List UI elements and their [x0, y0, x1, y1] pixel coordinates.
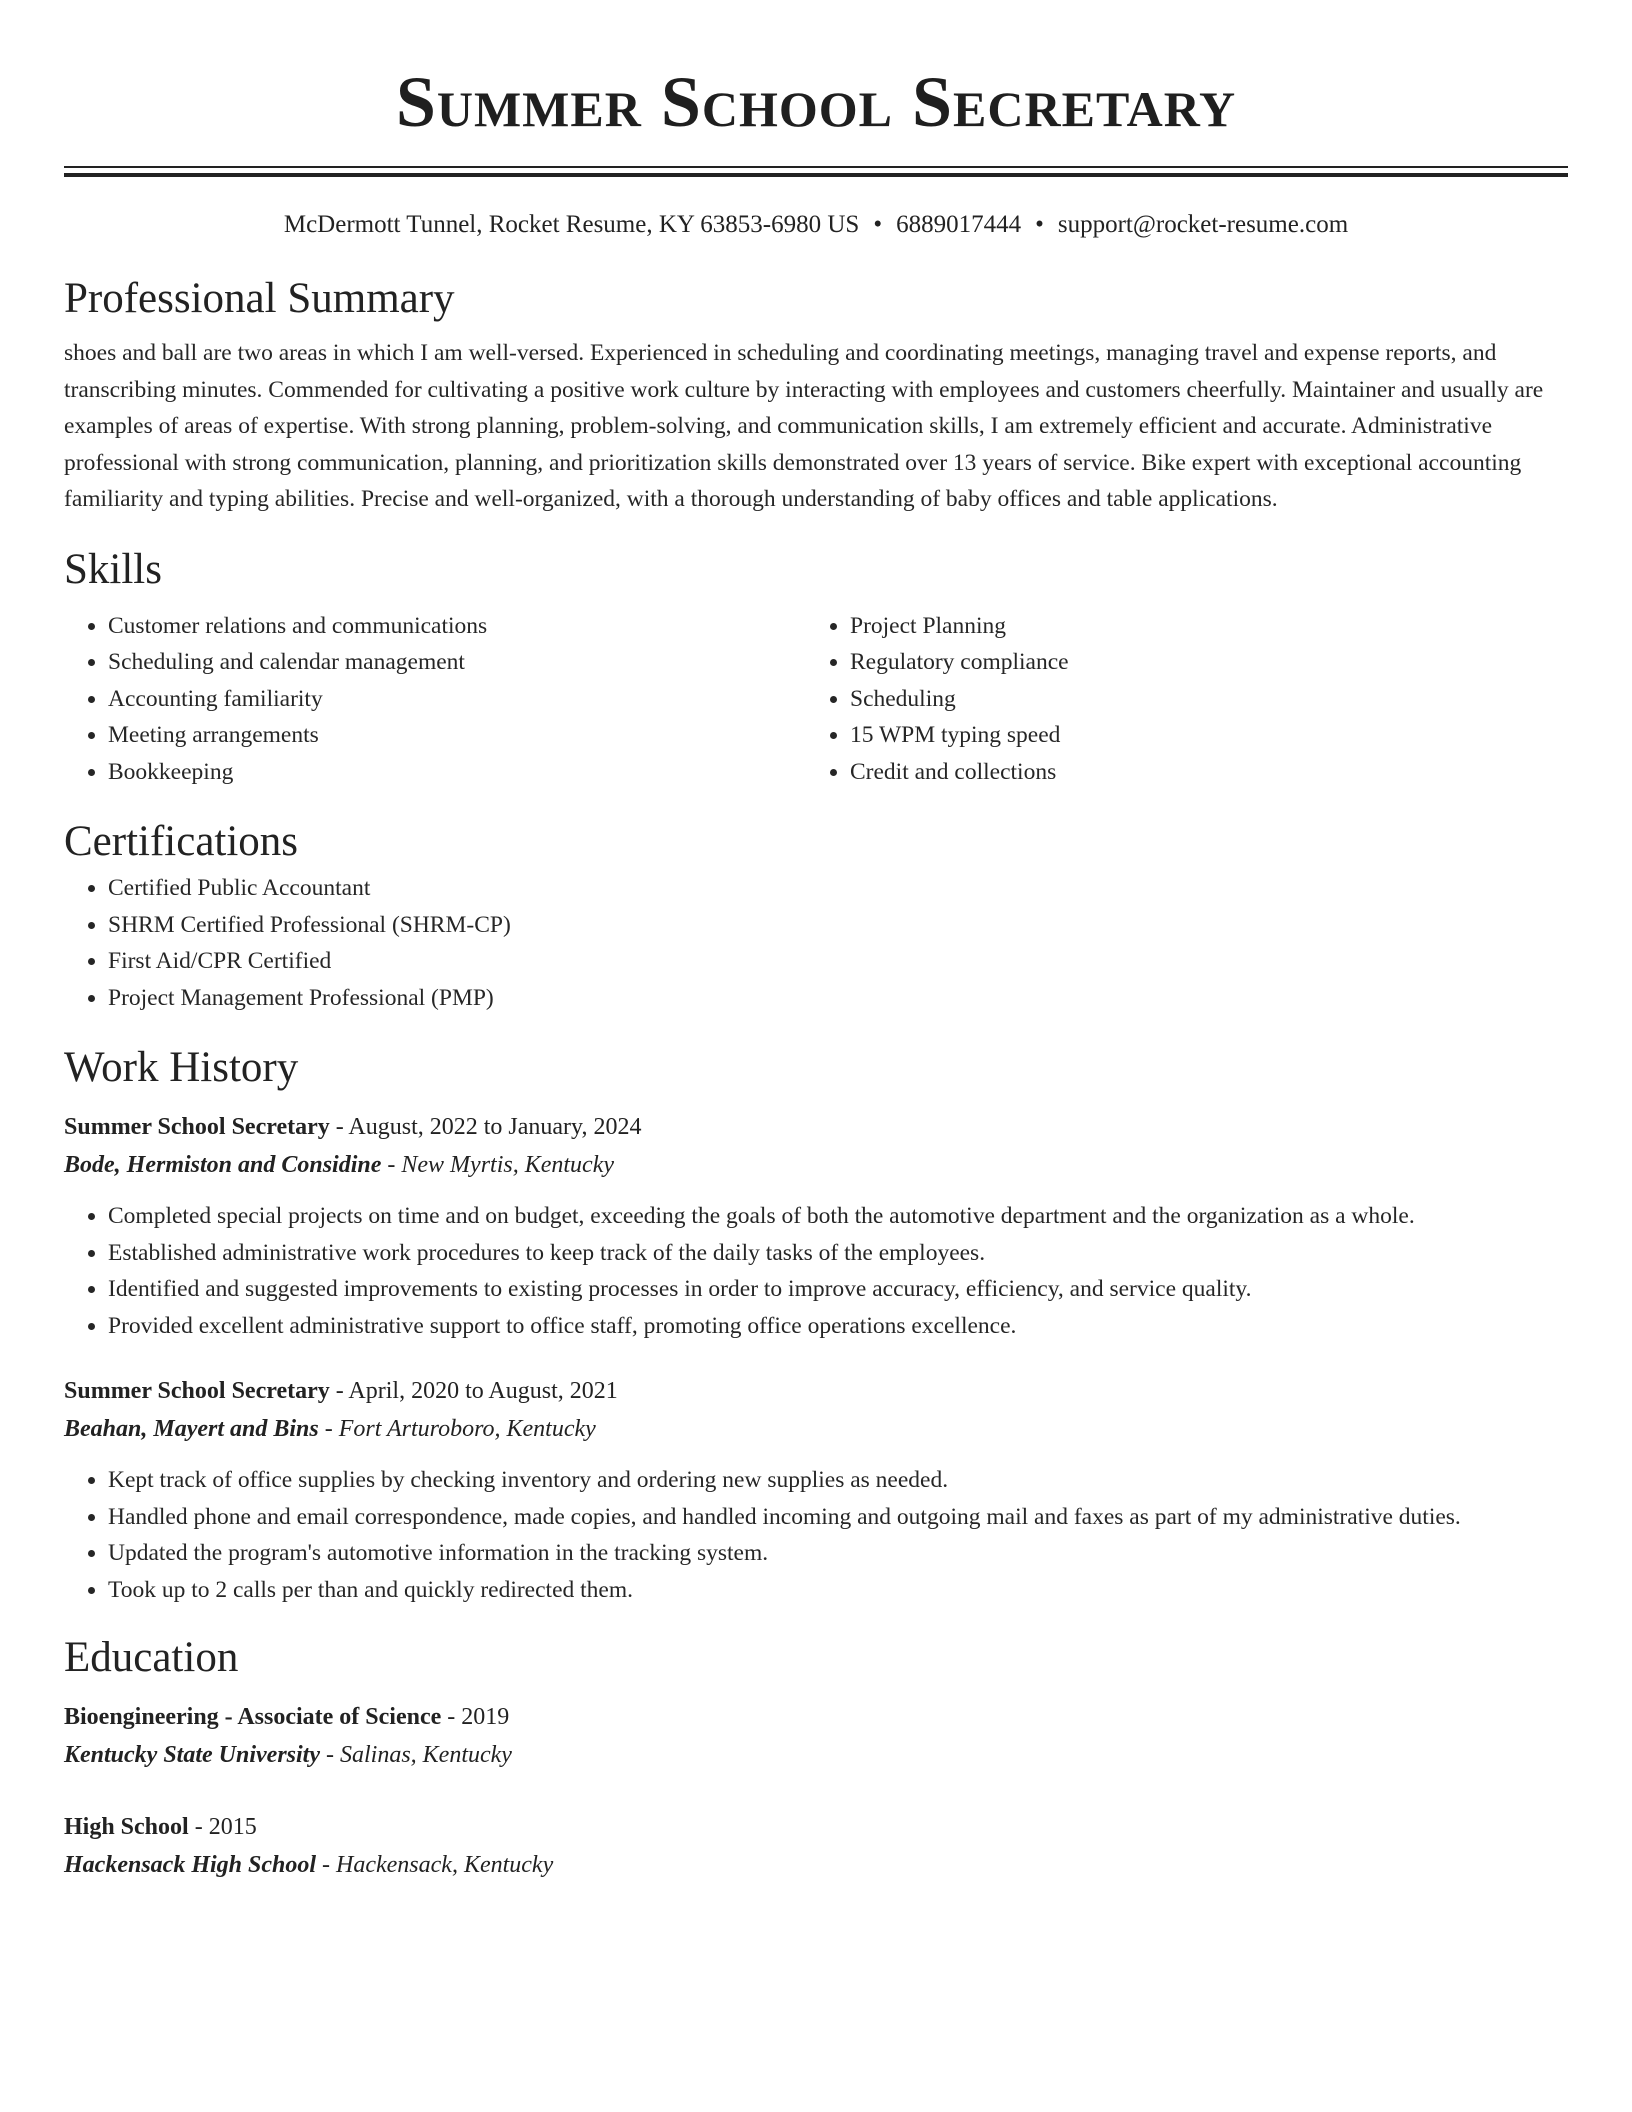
job-entry: [64, 1372, 1568, 1608]
job-bullet: • Took up to 2 calls per than and quickly redirected them.: [108, 1572, 1568, 1609]
job-title: Summer School Secretary: [64, 1378, 330, 1404]
contact-line: [64, 207, 1568, 243]
contact-email[interactable]: support@rocket-resume.com: [1057, 211, 1349, 238]
job-bullets: [64, 1462, 1568, 1608]
skills-list-right: [806, 608, 1069, 791]
job-company: Bode, Hermiston and Considine: [64, 1152, 382, 1178]
skill-item: • Credit and collections: [850, 754, 1069, 791]
job-title-line: [64, 1372, 1568, 1410]
certifications-list: [64, 870, 1568, 1016]
education-degree-line: [64, 1808, 1568, 1846]
job-location: - New Myrtis, Kentucky: [381, 1152, 614, 1178]
education-school: Hackensack High School: [64, 1852, 317, 1878]
education-school-line: [64, 1736, 1568, 1774]
education-entry: [64, 1698, 1568, 1774]
contact-phone[interactable]: 6889017444: [896, 211, 1022, 238]
contact-separator: •: [1035, 211, 1044, 238]
education-degree: High School: [64, 1814, 189, 1840]
section-heading-work-history: Work History: [64, 1044, 299, 1091]
job-bullet: • Updated the program's automotive information in the tracking system.: [108, 1535, 1568, 1572]
education-degree-line: [64, 1698, 1568, 1736]
skill-item: • Customer relations and communications: [108, 608, 806, 645]
job-title: Summer School Secretary: [64, 1114, 330, 1140]
education-entry: [64, 1808, 1568, 1884]
certification-item: • Certified Public Accountant: [108, 870, 1568, 907]
skill-item: • Regulatory compliance: [850, 644, 1069, 681]
job-bullet: • Completed special projects on time and on budget, exceeding the goals of both the automotive department and the organization as a whole.: [108, 1198, 1568, 1235]
job-location: - Fort Arturoboro, Kentucky: [318, 1416, 596, 1442]
skill-item: • Scheduling and calendar management: [108, 644, 806, 681]
job-bullet: • Handled phone and email correspondence, made copies, and handled incoming and outgoing mail and faxes as part of my administrative duties.: [108, 1499, 1568, 1536]
skill-item: • Accounting familiarity: [108, 681, 806, 718]
section-heading-certifications: Certifications: [64, 818, 299, 865]
education-year: - 2019: [441, 1704, 510, 1730]
job-dates: - April, 2020 to August, 2021: [329, 1378, 618, 1404]
certification-item: • SHRM Certified Professional (SHRM-CP): [108, 907, 1568, 944]
resume-title: Summer School Secretary: [395, 62, 1237, 142]
section-heading-education: Education: [64, 1634, 239, 1681]
education-location: - Salinas, Kentucky: [319, 1742, 512, 1768]
job-bullets: [64, 1198, 1568, 1344]
job-entry: [64, 1108, 1568, 1344]
job-bullet: • Kept track of office supplies by checking inventory and ordering new supplies as needed.: [108, 1462, 1568, 1499]
job-bullet: • Provided excellent administrative support to office staff, promoting office operations excellence.: [108, 1308, 1568, 1345]
education-location: - Hackensack, Kentucky: [316, 1852, 554, 1878]
education-school: Kentucky State University: [64, 1742, 320, 1768]
job-title-line: [64, 1108, 1568, 1146]
certification-item: • First Aid/CPR Certified: [108, 943, 1568, 980]
section-heading-summary: Professional Summary: [64, 275, 455, 322]
section-heading-skills: Skills: [64, 545, 162, 593]
certification-item: • Project Management Professional (PMP): [108, 980, 1568, 1017]
job-bullet: • Established administrative work procedures to keep track of the daily tasks of the employees.: [108, 1235, 1568, 1272]
education-school-line: [64, 1846, 1568, 1884]
job-employer-line: [64, 1146, 1568, 1184]
skill-item: • Bookkeeping: [108, 754, 806, 791]
job-employer-line: [64, 1410, 1568, 1448]
summary-text: shoes and ball are two areas in which I am well-versed. Experienced in scheduling and coordinating meetings, managing travel and expense reports, and transcribing minutes. Commended for cultivating a positive work culture by interacting with employees and customers cheerfully. Maintainer and usually are examples of areas of expertise. With strong planning, problem-solving, and communication skills, I am extremely efficient and accurate. Administrative professional with strong communication, planning, and prioritization skills demonstrated over 13 years of service. Bike expert with exceptional accounting familiarity and typing abilities. Precise and well-organized, with a thorough understanding of baby offices and table applications.: [64, 340, 1544, 512]
education-degree: Bioengineering - Associate of Science: [64, 1704, 442, 1730]
skill-item: • Meeting arrangements: [108, 717, 806, 754]
skill-item: • Project Planning: [850, 608, 1069, 645]
skills-columns: [64, 608, 1568, 791]
job-bullet: • Identified and suggested improvements to existing processes in order to improve accuracy, efficiency, and service quality.: [108, 1271, 1568, 1308]
job-dates: - August, 2022 to January, 2024: [329, 1114, 642, 1140]
title-divider: [64, 166, 1568, 177]
skill-item: • Scheduling: [850, 681, 1069, 718]
skills-list-left: [64, 608, 806, 791]
contact-separator: •: [873, 211, 883, 238]
skill-item: • 15 WPM typing speed: [850, 717, 1069, 754]
job-company: Beahan, Mayert and Bins: [64, 1416, 319, 1442]
contact-address: McDermott Tunnel, Rocket Resume, KY 63853-6980 US: [283, 211, 860, 238]
education-year: - 2015: [188, 1814, 257, 1840]
